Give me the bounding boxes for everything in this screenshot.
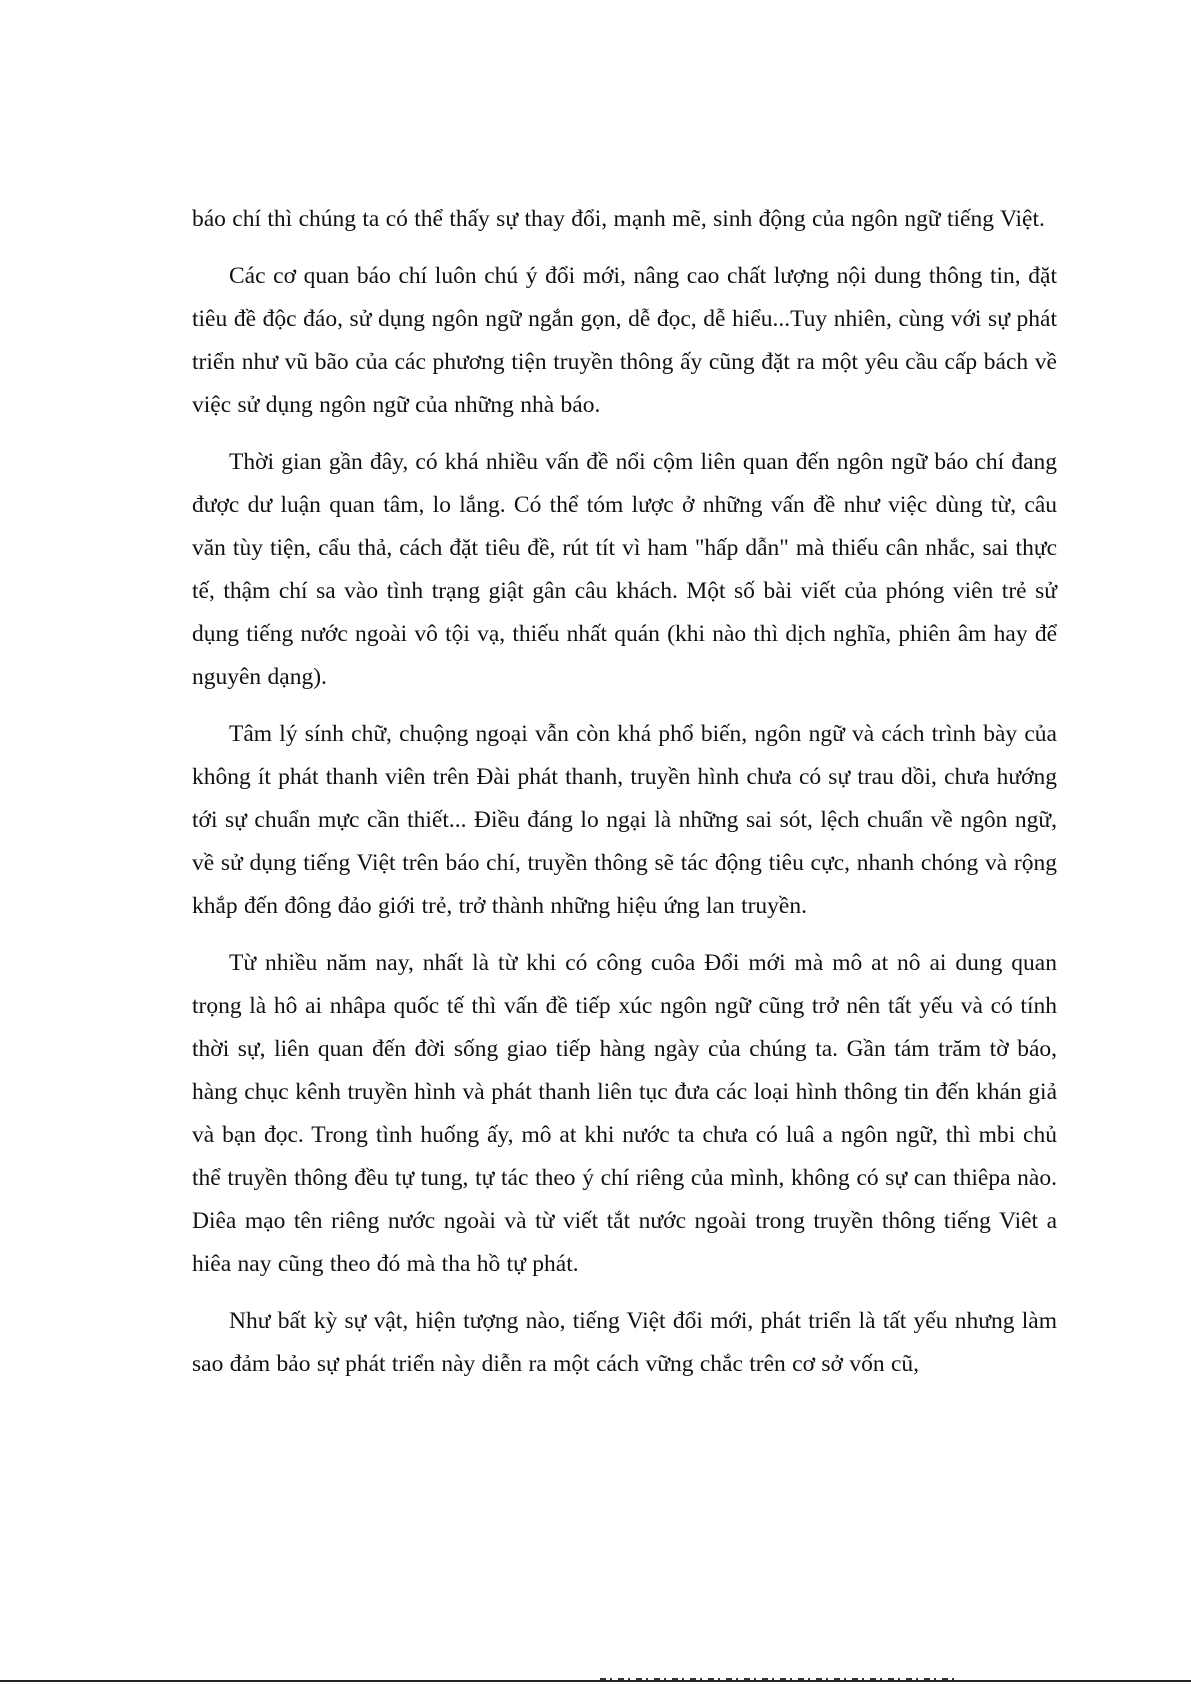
paragraph-3: Thời gian gần đây, có khá nhiều vấn đề nổi cộm liên quan đến ngôn ngữ báo chí đang được dư luận quan tâm, lo lắng. Có thể tóm lược ở những vấn đề như việc dùng từ, câu văn tùy tiện, cẩu thả, cách đặt tiêu đề, rút tít vì ham "hấp dẫn" mà thiếu cân nhắc, sai thực tế, thậm chí sa vào tình trạng giật gân câu khách. Một số bài viết của phóng viên trẻ sử dụng tiếng nước ngoài vô tội vạ, thiếu nhất quán (khi nào thì dịch nghĩa, phiên âm hay để nguyên dạng). bbox=[192, 449, 1057, 690]
document-body bbox=[192, 198, 1057, 1386]
paragraph-1: báo chí thì chúng ta có thể thấy sự thay đổi, mạnh mẽ, sinh động của ngôn ngữ tiếng Việt. bbox=[192, 206, 1045, 232]
paragraph-2: Các cơ quan báo chí luôn chú ý đổi mới, nâng cao chất lượng nội dung thông tin, đặt tiêu đề độc đáo, sử dụng ngôn ngữ ngắn gọn, dễ đọc, dễ hiểu...Tuy nhiên, cùng với sự phát triển như vũ bão của các phương tiện truyền thông ấy cũng đặt ra một yêu cầu cấp bách về việc sử dụng ngôn ngữ của những nhà báo. bbox=[192, 263, 1057, 418]
paragraph-5: Từ nhiều năm nay, nhất là từ khi có công cuôa Đổi mới mà mô at nô ai dung quan trọng là hô ai nhâpa quốc tế thì vấn đề tiếp xúc ngôn ngữ cũng trở nên tất yếu và có tính thời sự, liên quan đến đời sống giao tiếp hàng ngày của chúng ta. Gần tám trăm tờ báo, hàng chục kênh truyền hình và phát thanh liên tục đưa các loại hình thông tin đến khán giả và bạn đọc. Trong tình huống ấy, mô at khi nước ta chưa có luâ a ngôn ngữ, thì mbi chủ thể truyền thông đều tự tung, tự tác theo ý chí riêng của mình, không có sự can thiêpa nào. Diêa mạo tên riêng nước ngoài và từ viết tắt nước ngoài trong truyền thông tiếng Viêt a hiêa nay cũng theo đó mà tha hồ tự phát. bbox=[192, 950, 1057, 1277]
paragraph-4: Tâm lý sính chữ, chuộng ngoại vẫn còn khá phổ biến, ngôn ngữ và cách trình bày của không ít phát thanh viên trên Đài phát thanh, truyền hình chưa có sự trau dồi, chưa hướng tới sự chuẩn mực cần thiết... Điều đáng lo ngại là những sai sót, lệch chuẩn về ngôn ngữ, về sử dụng tiếng Việt trên báo chí, truyền thông sẽ tác động tiêu cực, nhanh chóng và rộng khắp đến đông đảo giới trẻ, trở thành những hiệu ứng lan truyền. bbox=[192, 721, 1057, 919]
paragraph-6: Như bất kỳ sự vật, hiện tượng nào, tiếng Việt đổi mới, phát triển là tất yếu nhưng làm sao đảm bảo sự phát triển này diễn ra một cách vững chắc trên cơ sở vốn cũ, bbox=[192, 1308, 1057, 1377]
footer-divider bbox=[0, 1680, 1191, 1682]
